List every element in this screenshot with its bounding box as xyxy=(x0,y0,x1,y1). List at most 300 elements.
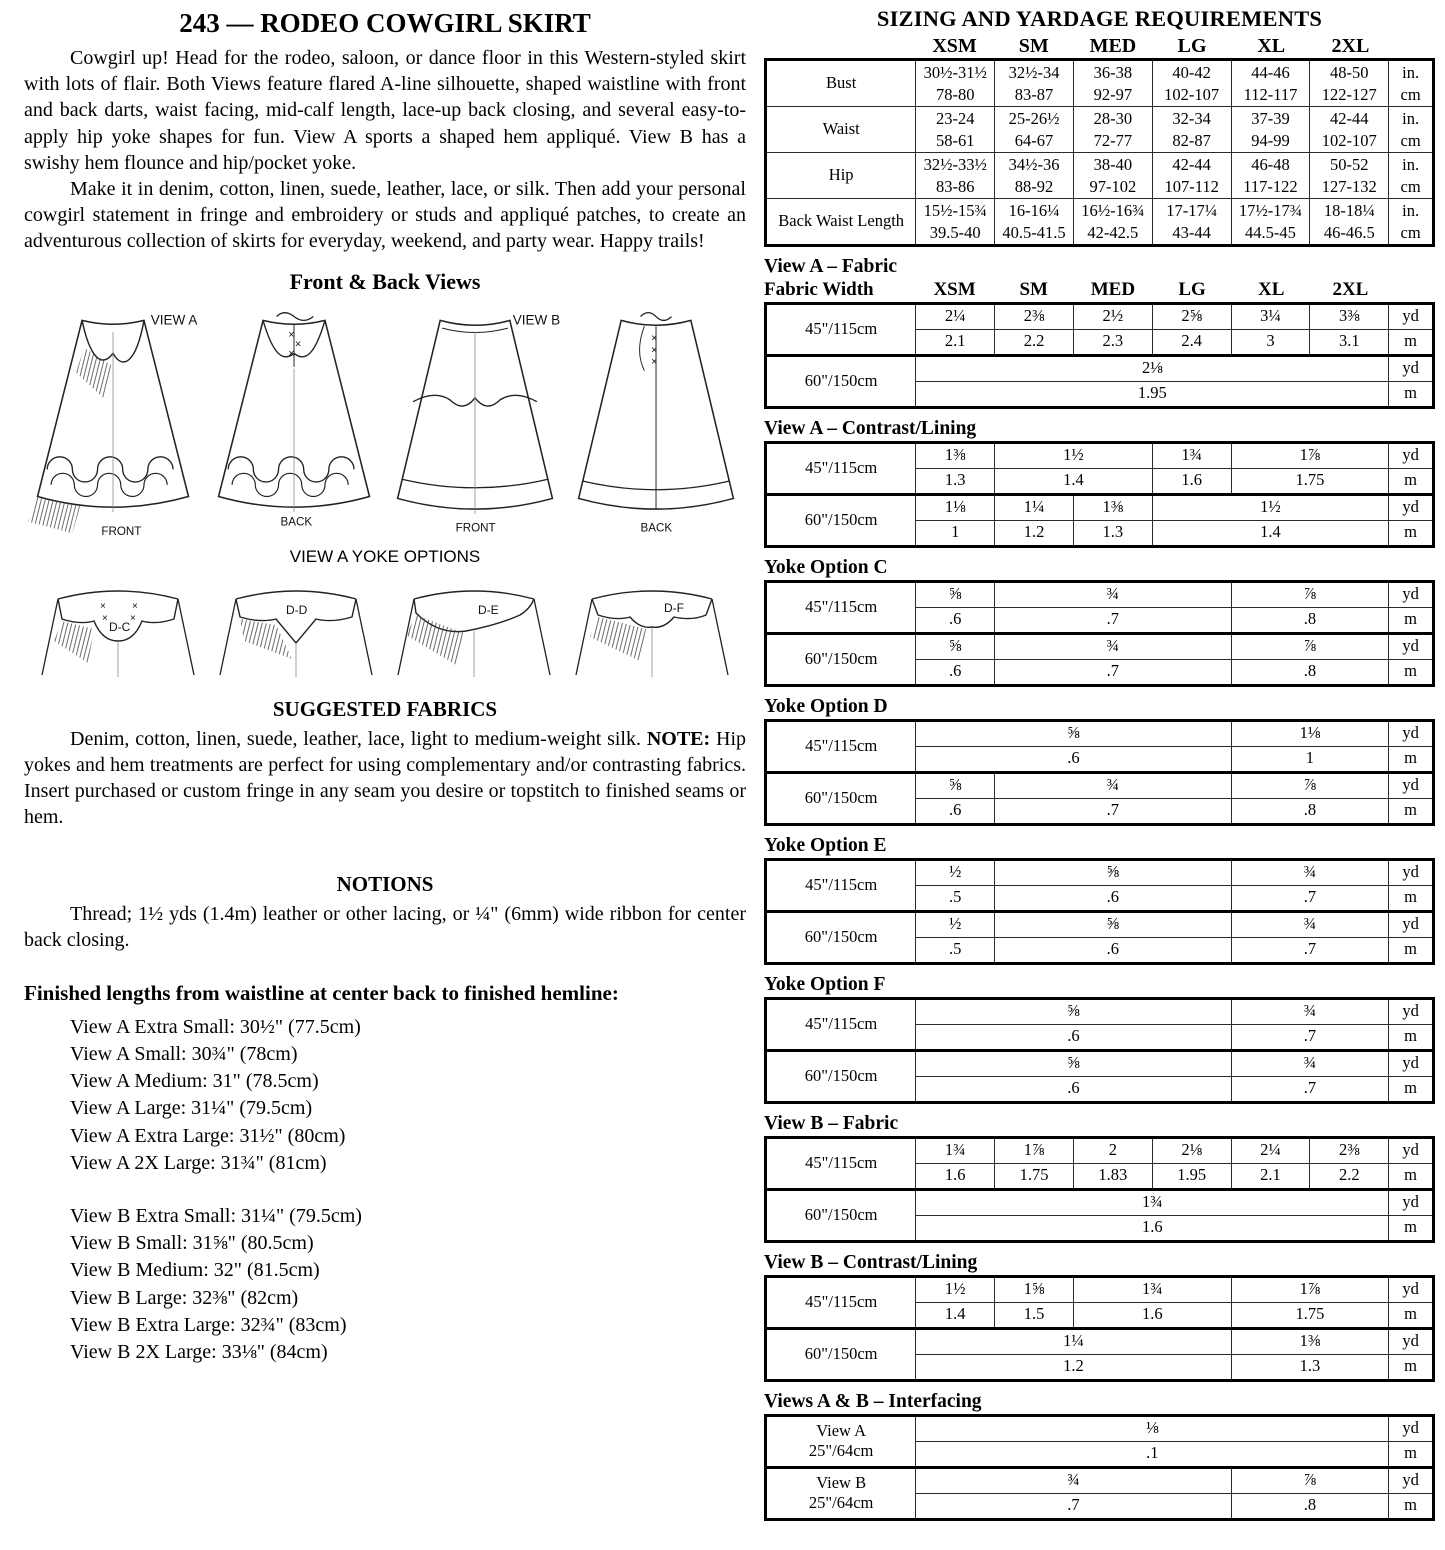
yardage-section-heading: View A – Contrast/Lining xyxy=(764,417,977,439)
measurement-cm-value: 83-86 xyxy=(935,176,975,196)
finished-lengths-view-a xyxy=(70,1014,746,1177)
size-header-row xyxy=(764,34,1435,58)
yoke-option-dc-illustration xyxy=(38,569,198,681)
measurement-cell xyxy=(1310,199,1389,246)
measurement-cell xyxy=(995,199,1074,246)
fabric-width-label-line: 60"/150cm xyxy=(804,1343,878,1363)
fabric-width-label-line: 45"/115cm xyxy=(805,1013,878,1033)
yardage-yd-cell: ⅝ xyxy=(995,859,1231,885)
notions-heading: NOTIONS xyxy=(336,872,434,897)
yardage-section-heading: Yoke Option C xyxy=(764,556,888,578)
measurement-cell xyxy=(1310,153,1389,199)
sizing-table-row xyxy=(766,153,1434,199)
yoke-option-dd-illustration xyxy=(216,569,376,681)
yoke-option-de-illustration xyxy=(394,569,554,681)
yardage-section-heading: Views A & B – Interfacing xyxy=(764,1390,982,1412)
yardage-yd-cell: 1¾ xyxy=(1152,442,1231,468)
fabric-width-label xyxy=(766,494,916,546)
yardage-m-cell: .5 xyxy=(916,885,995,911)
notions-paragraph: Thread; 1½ yds (1.4m) leather or other lacing, or ¼" (6mm) wide ribbon for center back closing. xyxy=(24,903,746,952)
yardage-m-cell: 1 xyxy=(916,520,995,546)
measurement-in-value: 38-40 xyxy=(1093,155,1133,175)
measurement-cell xyxy=(1152,199,1231,246)
yardage-yd-cell: ⅝ xyxy=(916,720,1231,746)
measurement-in-value: 36-38 xyxy=(1093,63,1133,83)
unit-yd-cell: yd xyxy=(1389,303,1434,329)
yardage-section-heading: Yoke Option E xyxy=(764,834,887,856)
lacing-x: × xyxy=(294,337,302,350)
yardage-yd-cell: 1⅜ xyxy=(1231,1328,1389,1354)
measurement-cm-value: 40.5-41.5 xyxy=(1002,222,1066,242)
unit-m-cell: m xyxy=(1389,520,1434,546)
yardage-yd-cell: 3⅜ xyxy=(1310,303,1389,329)
measurement-in-value: 32½-34 xyxy=(1008,63,1060,83)
unit-m-cell: m xyxy=(1389,1354,1434,1380)
measurement-cm-value: 102-107 xyxy=(1321,130,1377,150)
fringe-hatch xyxy=(240,619,292,659)
yardage-yd-cell: ⅞ xyxy=(1231,633,1389,659)
yoke-option-df-illustration xyxy=(572,569,732,681)
yardage-m-cell: 1.5 xyxy=(995,1302,1074,1328)
finished-length-item: View A Small: 30¾" (78cm) xyxy=(70,1043,298,1066)
yoke-dc-label: D-C xyxy=(109,619,131,634)
unit-m-cell: m xyxy=(1389,1163,1434,1189)
size-header-label: XL xyxy=(1257,35,1286,57)
fabrics-heading: SUGGESTED FABRICS xyxy=(272,696,498,721)
fabric-width-header-label: Fabric Width xyxy=(764,279,874,300)
unit-yd-cell: yd xyxy=(1389,911,1434,937)
yardage-section-heading: Yoke Option F xyxy=(764,973,886,995)
yardage-m-cell: .5 xyxy=(916,937,995,963)
size-header-label: XL xyxy=(1258,279,1285,300)
measurement-cell xyxy=(1073,107,1152,153)
fabric-width-label-line: 45"/115cm xyxy=(805,1152,878,1172)
yardage-section xyxy=(764,974,1435,1104)
yardage-m-cell: 1.2 xyxy=(916,1354,1231,1380)
measurement-label: Hip xyxy=(766,153,916,199)
yardage-m-cell: .8 xyxy=(1231,607,1389,633)
measurement-cm-value: 58-61 xyxy=(935,130,975,150)
yardage-m-cell: .6 xyxy=(916,746,1231,772)
unit-yd-cell: yd xyxy=(1389,772,1434,798)
fabric-width-label-line: 45"/115cm xyxy=(805,874,878,894)
yardage-yd-cell: ⅞ xyxy=(1231,772,1389,798)
yardage-yd-cell: 1⅝ xyxy=(995,1276,1074,1302)
yardage-m-cell: .7 xyxy=(995,607,1231,633)
fabric-width-label xyxy=(766,355,916,407)
yardage-yd-cell: 1⅞ xyxy=(1231,1276,1389,1302)
measurement-cm-value: 42-42.5 xyxy=(1087,222,1139,242)
measurement-in-value: 28-30 xyxy=(1093,109,1133,129)
sizing-yardage-title: SIZING AND YARDAGE REQUIREMENTS xyxy=(876,6,1323,31)
yardage-yd-cell: ⅝ xyxy=(916,581,995,607)
yardage-m-cell: .6 xyxy=(916,1076,1231,1102)
yoke-dd-label: D-D xyxy=(286,602,308,617)
yardage-yd-cell: 1¼ xyxy=(995,494,1074,520)
yardage-section-heading: View B – Fabric xyxy=(764,1112,899,1134)
measurement-in-value: 30½-31½ xyxy=(923,63,987,83)
fabric-width-label-line: 60"/150cm xyxy=(804,1065,878,1085)
size-header-label: LG xyxy=(1177,35,1207,57)
lacing-x: × xyxy=(288,347,295,360)
unit-yd-cell: yd xyxy=(1389,581,1434,607)
measurement-cell xyxy=(1231,107,1310,153)
yardage-yd-cell: 2 xyxy=(1073,1137,1152,1163)
yardage-yd-cell: 1⅜ xyxy=(916,442,995,468)
size-header-label: LG xyxy=(1178,279,1206,300)
skirt-view-a-back-illustration xyxy=(205,301,384,543)
yardage-yd-cell: ¾ xyxy=(1231,998,1389,1024)
yardage-yd-cell: 1¾ xyxy=(1073,1276,1231,1302)
measurement-cm-value: 92-97 xyxy=(1093,84,1133,104)
measurement-cell xyxy=(1231,199,1310,246)
intro-paragraph-1: Cowgirl up! Head for the rodeo, saloon, or dance floor in this Western-styled skirt with lots of flair. Both Views feature flared A-line silhouette, shaped waistline with front and back darts, waist facing, mid-calf length, lace-up back closing, and several easy-to-apply hip yoke shapes for fun. View A sports a shaped hem appliqué. View B has a swishy hem flounce and hip/pocket yoke. xyxy=(24,47,746,174)
finished-length-item: View A Medium: 31" (78.5cm) xyxy=(70,1070,319,1093)
yoke-option-illustrations xyxy=(24,569,746,681)
yardage-table xyxy=(764,1275,1435,1382)
yardage-yd-cell: 2½ xyxy=(1073,303,1152,329)
yardage-m-cell: 1.6 xyxy=(916,1215,1389,1241)
finished-lengths-view-b xyxy=(70,1203,746,1366)
yardage-m-cell: .6 xyxy=(916,798,995,824)
unit-cm: cm xyxy=(1400,130,1421,150)
measurement-in-value: 23-24 xyxy=(935,109,975,129)
fabric-width-label xyxy=(766,720,916,772)
yardage-m-cell: .8 xyxy=(1231,1493,1389,1519)
lacing-x: × xyxy=(651,332,658,345)
measurement-cm-value: 78-80 xyxy=(935,84,975,104)
unit-cell xyxy=(1389,107,1434,153)
yardage-m-cell: .7 xyxy=(995,659,1231,685)
yardage-m-cell: 1.4 xyxy=(1152,520,1388,546)
unit-cm: cm xyxy=(1400,176,1421,196)
unit-yd-cell: yd xyxy=(1389,998,1434,1024)
finished-length-item: View B Medium: 32" (81.5cm) xyxy=(70,1259,320,1282)
fabric-width-label-line: 45"/115cm xyxy=(805,735,878,755)
unit-m-cell: m xyxy=(1389,659,1434,685)
sizing-table-container xyxy=(764,58,1435,247)
yardage-yd-cell: ½ xyxy=(916,859,995,885)
unit-in: in. xyxy=(1402,109,1420,129)
size-header-label: MED xyxy=(1090,279,1136,300)
left-column xyxy=(0,6,760,1521)
yardage-m-cell: 1.3 xyxy=(1073,520,1152,546)
back-label: BACK xyxy=(280,515,313,529)
skirt-view-a-front-illustration xyxy=(24,301,203,543)
unit-in: in. xyxy=(1402,63,1420,83)
yardage-m-cell: .7 xyxy=(1231,885,1389,911)
fabric-width-label xyxy=(766,1189,916,1241)
measurement-cell xyxy=(1073,60,1152,107)
unit-m-cell: m xyxy=(1389,1076,1434,1102)
yardage-section-heading: View A – Fabric xyxy=(764,256,898,277)
skirt-illustrations xyxy=(24,301,746,543)
measurement-cm-value: 43-44 xyxy=(1172,222,1211,242)
yardage-row-yd xyxy=(766,1050,1434,1076)
unit-m-cell: m xyxy=(1389,798,1434,824)
fabric-width-label-line: 45"/115cm xyxy=(805,318,878,338)
yardage-m-cell: 1.3 xyxy=(916,468,995,494)
unit-yd-cell: yd xyxy=(1389,494,1434,520)
unit-m-cell: m xyxy=(1389,885,1434,911)
yardage-yd-cell: ⅝ xyxy=(916,998,1231,1024)
yardage-yd-cell: ¾ xyxy=(1231,911,1389,937)
yardage-yd-cell: 1½ xyxy=(1152,494,1388,520)
measurement-in-value: 50-52 xyxy=(1330,155,1369,175)
yardage-m-cell: .6 xyxy=(995,885,1231,911)
finished-length-item: View A 2X Large: 31¾" (81cm) xyxy=(70,1151,327,1174)
view-b-label: VIEW B xyxy=(512,311,561,327)
yardage-m-cell: .6 xyxy=(916,1024,1231,1050)
unit-m-cell: m xyxy=(1389,607,1434,633)
yardage-m-cell: 1.95 xyxy=(1152,1163,1231,1189)
fabric-width-label xyxy=(766,1328,916,1380)
unit-yd-cell: yd xyxy=(1389,1467,1434,1493)
yardage-yd-cell: ⅝ xyxy=(916,772,995,798)
yardage-m-cell: .6 xyxy=(916,659,995,685)
fabrics-paragraph xyxy=(24,726,746,831)
measurement-label: Back Waist Length xyxy=(766,199,916,246)
measurement-cell xyxy=(916,60,995,107)
yardage-yd-cell: 1½ xyxy=(995,442,1153,468)
fabric-width-label xyxy=(766,633,916,685)
measurement-cm-value: 117-122 xyxy=(1243,176,1298,196)
stitch-x: × xyxy=(132,600,138,612)
yardage-row-yd xyxy=(766,581,1434,607)
measurement-cm-value: 107-112 xyxy=(1164,176,1219,196)
measurement-cell xyxy=(1152,60,1231,107)
yardage-yd-cell: ⅝ xyxy=(916,633,995,659)
finished-lengths-list xyxy=(24,1014,746,1366)
yardage-m-cell: .7 xyxy=(916,1493,1231,1519)
unit-m-cell: m xyxy=(1389,329,1434,355)
yardage-section-heading: View B – Contrast/Lining xyxy=(764,1251,978,1273)
unit-in: in. xyxy=(1402,201,1420,221)
yardage-row-yd xyxy=(766,1189,1434,1215)
yoke-de-label: D-E xyxy=(478,602,499,617)
yardage-m-cell: .7 xyxy=(995,798,1231,824)
fabrics-note-label: NOTE: xyxy=(646,727,711,750)
measurement-in-value: 15½-15¾ xyxy=(923,201,987,221)
yardage-m-cell: .7 xyxy=(1231,1076,1389,1102)
yardage-section xyxy=(764,557,1435,687)
measurement-in-value: 42-44 xyxy=(1172,155,1211,175)
yardage-yd-cell: ¾ xyxy=(995,633,1231,659)
yardage-yd-cell: 1⅞ xyxy=(1231,442,1389,468)
yardage-yd-cell: 1¾ xyxy=(916,1137,995,1163)
unit-m-cell: m xyxy=(1389,1441,1434,1467)
measurement-cell xyxy=(995,60,1074,107)
unit-m-cell: m xyxy=(1389,1024,1434,1050)
fabric-width-label xyxy=(766,1137,916,1189)
size-header-label: SM xyxy=(1019,279,1048,300)
unit-m-cell: m xyxy=(1389,1215,1434,1241)
yardage-m-cell: 2.1 xyxy=(916,329,995,355)
yardage-m-cell: 2.1 xyxy=(1231,1163,1310,1189)
unit-yd-cell: yd xyxy=(1389,1189,1434,1215)
yardage-m-cell: 2.4 xyxy=(1152,329,1231,355)
yardage-section xyxy=(764,1391,1435,1521)
measurement-cell xyxy=(1073,199,1152,246)
yardage-m-cell: .6 xyxy=(995,937,1231,963)
yardage-row-yd xyxy=(766,911,1434,937)
yardage-yd-cell: ⅛ xyxy=(916,1415,1389,1441)
sizing-table-row xyxy=(766,107,1434,153)
fabric-width-label xyxy=(766,772,916,824)
yardage-yd-cell: ¾ xyxy=(1231,859,1389,885)
yardage-yd-cell: ¾ xyxy=(995,772,1231,798)
finished-length-item: View B Extra Large: 32¾" (83cm) xyxy=(70,1313,347,1336)
unit-yd-cell: yd xyxy=(1389,355,1434,381)
fabric-width-label xyxy=(766,1050,916,1102)
measurement-in-value: 18-18¼ xyxy=(1323,201,1375,221)
fabric-width-label-line: View A xyxy=(816,1420,867,1440)
fabric-width-label-line: 25"/64cm xyxy=(808,1493,874,1513)
fabric-width-label-line: View B xyxy=(816,1472,867,1492)
size-header-label: 2XL xyxy=(1331,35,1370,57)
yardage-section xyxy=(764,418,1435,548)
fabric-width-label xyxy=(766,442,916,494)
yardage-m-cell: 1.3 xyxy=(1231,1354,1389,1380)
unit-cell xyxy=(1389,60,1434,107)
yardage-m-cell: .7 xyxy=(1231,937,1389,963)
yardage-m-cell: 1.75 xyxy=(1231,1302,1389,1328)
yardage-row-yd xyxy=(766,1137,1434,1163)
measurement-cm-value: 102-107 xyxy=(1164,84,1220,104)
yardage-yd-cell: ⅞ xyxy=(1231,1467,1389,1493)
measurement-cell xyxy=(1231,153,1310,199)
yardage-m-cell: .1 xyxy=(916,1441,1389,1467)
measurement-cm-value: 82-87 xyxy=(1172,130,1211,150)
yardage-section xyxy=(764,256,1435,409)
fabrics-text: Denim, cotton, linen, suede, leather, lace, light to medium-weight silk. xyxy=(70,727,647,750)
fabric-width-label-line: 45"/115cm xyxy=(805,1291,878,1311)
fabric-width-label-line: 60"/150cm xyxy=(804,787,878,807)
yardage-row-yd xyxy=(766,355,1434,381)
yardage-m-cell: .8 xyxy=(1231,798,1389,824)
measurement-cell xyxy=(995,153,1074,199)
fabric-width-header-row xyxy=(764,279,1435,302)
yardage-m-cell: 3 xyxy=(1231,329,1310,355)
unit-yd-cell: yd xyxy=(1389,1050,1434,1076)
fabric-width-label xyxy=(766,911,916,963)
yardage-table xyxy=(764,858,1435,965)
yardage-m-cell: 1.6 xyxy=(1152,468,1231,494)
yardage-row-yd xyxy=(766,303,1434,329)
size-header-label: 2XL xyxy=(1332,279,1369,300)
size-header-label: SM xyxy=(1018,35,1049,57)
stitch-x: × xyxy=(100,600,106,612)
measurement-cell xyxy=(1073,153,1152,199)
fabric-width-label-line: 60"/150cm xyxy=(804,509,878,529)
measurement-label: Bust xyxy=(766,60,916,107)
measurement-cm-value: 72-77 xyxy=(1093,130,1133,150)
measurement-cm-value: 88-92 xyxy=(1014,176,1054,196)
yardage-yd-cell: ⅞ xyxy=(1231,581,1389,607)
unit-cm: cm xyxy=(1400,84,1421,104)
fabric-width-label xyxy=(766,581,916,633)
yardage-section xyxy=(764,1252,1435,1382)
yardage-m-cell: 1.4 xyxy=(995,468,1153,494)
yardage-table xyxy=(764,1136,1435,1243)
measurement-cell xyxy=(1310,107,1389,153)
yardage-m-cell: 1.75 xyxy=(995,1163,1074,1189)
measurement-cm-value: 46-46.5 xyxy=(1323,222,1375,242)
yardage-yd-cell: ⅝ xyxy=(916,1050,1231,1076)
unit-cell xyxy=(1389,199,1434,246)
yardage-yd-cell: ½ xyxy=(916,911,995,937)
yardage-row-yd xyxy=(766,859,1434,885)
yardage-yd-cell: ⅝ xyxy=(995,911,1231,937)
yardage-table xyxy=(764,441,1435,548)
yardage-m-cell: 1.6 xyxy=(916,1163,995,1189)
yardage-section xyxy=(764,835,1435,965)
yardage-m-cell: 2.2 xyxy=(1310,1163,1389,1189)
measurement-in-value: 34½-36 xyxy=(1008,155,1060,175)
measurement-cell xyxy=(1310,60,1389,107)
yardage-m-cell: 1.95 xyxy=(916,381,1389,407)
yardage-yd-cell: 2⅝ xyxy=(1152,303,1231,329)
yardage-m-cell: 1.6 xyxy=(1073,1302,1231,1328)
yardage-row-yd xyxy=(766,1415,1434,1441)
yardage-row-yd xyxy=(766,720,1434,746)
fabric-width-label xyxy=(766,998,916,1050)
yardage-yd-cell: 1⅛ xyxy=(1231,720,1389,746)
fabrics-text-after: Hip yokes and hem treatments are perfect for using complementary and/or contrasting fabrics. Insert purchased or custom fringe in any seam you desire or topstitch to finished seams or hem. xyxy=(24,727,747,829)
yardage-row-yd xyxy=(766,772,1434,798)
yardage-yd-cell: ¾ xyxy=(1231,1050,1389,1076)
yardage-row-yd xyxy=(766,442,1434,468)
intro-paragraph-2: Make it in denim, cotton, linen, suede, leather, lace, or silk. Then add your personal cowgirl statement in fringe and embroidery or studs and appliqué patches, to create an adventurous collection of skirts for everyday, weekend, and party wear. Happy trails! xyxy=(24,177,746,253)
yardage-row-yd xyxy=(766,998,1434,1024)
finished-length-item: View B Large: 32⅜" (82cm) xyxy=(70,1286,299,1309)
fringe-hatch xyxy=(406,615,464,665)
measurement-cm-value: 97-102 xyxy=(1089,176,1137,196)
unit-m-cell: m xyxy=(1389,1302,1434,1328)
measurement-in-value: 44-46 xyxy=(1251,63,1290,83)
fabric-width-label xyxy=(766,1276,916,1328)
unit-yd-cell: yd xyxy=(1389,633,1434,659)
hem-fringe-hatch xyxy=(28,496,80,533)
yardage-yd-cell: 2¼ xyxy=(916,303,995,329)
measurement-cell xyxy=(1152,107,1231,153)
yardage-row-yd xyxy=(766,494,1434,520)
yardage-m-cell: .8 xyxy=(1231,659,1389,685)
finished-length-item: View A Large: 31¼" (79.5cm) xyxy=(70,1097,313,1120)
yardage-m-cell: 1 xyxy=(1231,746,1389,772)
skirt-view-b-front-illustration xyxy=(386,301,565,543)
fringe-hatch xyxy=(54,621,94,663)
measurement-in-value: 48-50 xyxy=(1330,63,1369,83)
yardage-m-cell: 1.83 xyxy=(1073,1163,1152,1189)
unit-in: in. xyxy=(1402,155,1420,175)
yardage-row-yd xyxy=(766,1328,1434,1354)
lacing-x: × xyxy=(651,343,658,356)
yardage-row-yd xyxy=(766,1276,1434,1302)
size-header-label: MED xyxy=(1089,35,1137,57)
measurement-in-value: 32-34 xyxy=(1172,109,1211,129)
yardage-yd-cell: 1⅛ xyxy=(916,494,995,520)
unit-m-cell: m xyxy=(1389,746,1434,772)
yardage-section-heading: Yoke Option D xyxy=(764,695,888,717)
fabric-width-label xyxy=(766,859,916,911)
yardage-section xyxy=(764,1113,1435,1243)
measurement-cm-value: 64-67 xyxy=(1014,130,1054,150)
yardage-yd-cell: 2⅛ xyxy=(1152,1137,1231,1163)
unit-m-cell: m xyxy=(1389,937,1434,963)
yardage-row-yd xyxy=(766,633,1434,659)
measurement-label: Waist xyxy=(766,107,916,153)
